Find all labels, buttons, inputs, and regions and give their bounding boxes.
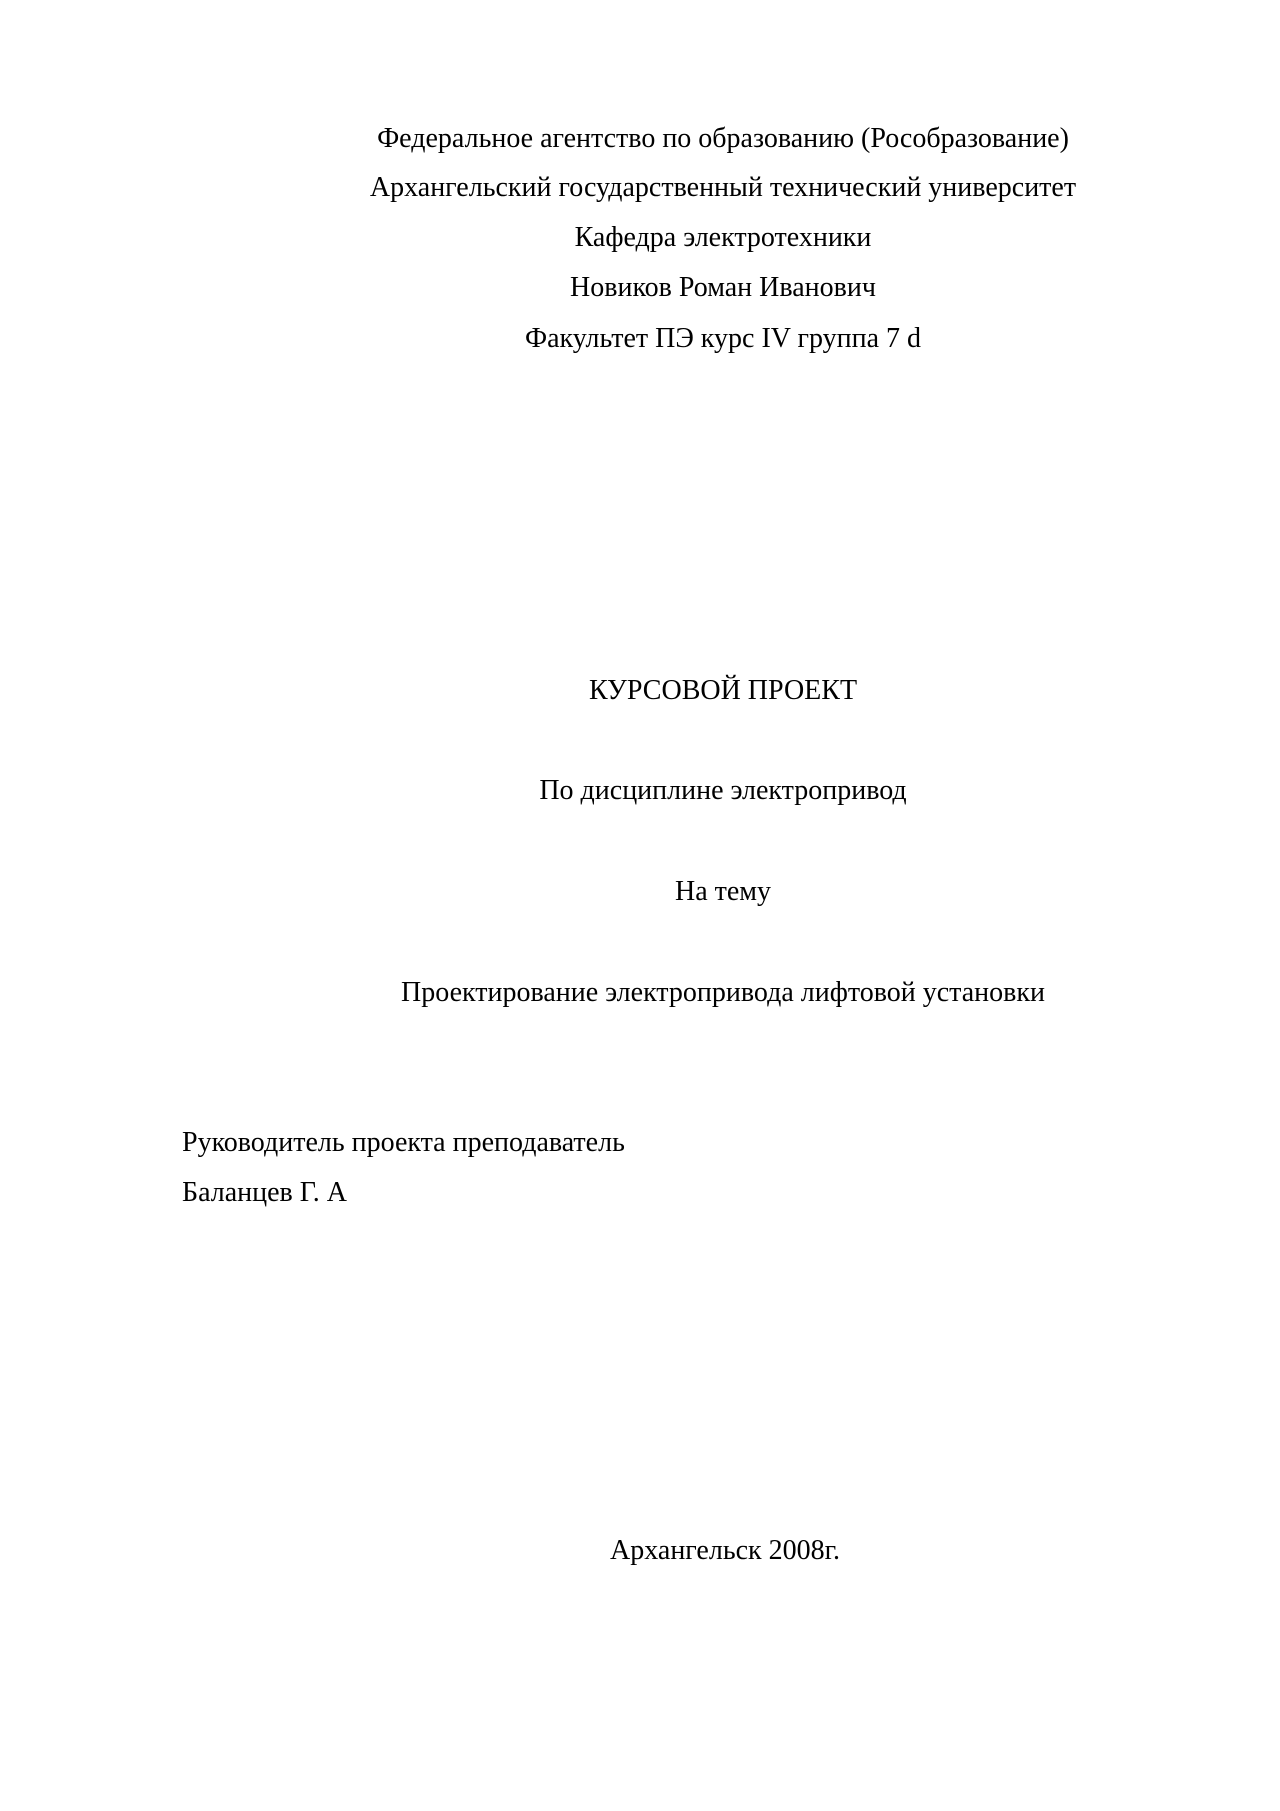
faculty-line: Факультет ПЭ курс IV группа 7 d [525,323,921,354]
topic-intro-line: На тему [674,876,772,907]
agency-line: Федеральное агентство по образованию (Рособразование) [377,123,1069,154]
student-name-line: Новиков Роман Иванович [570,272,876,303]
supervisor-name-line: Баланцев Г. А [182,1177,348,1208]
document-type-title: КУРСОВОЙ ПРОЕКТ [588,675,858,706]
department-line: Кафедра электротехники [574,222,872,253]
topic-line: Проектирование электропривода лифтовой установки [401,977,1045,1008]
university-line: Архангельский государственный технический университет [369,172,1077,203]
discipline-line: По дисциплине электропривод [539,775,907,806]
city-year-line: Архангельск 2008г. [610,1535,840,1566]
supervisor-role-line: Руководитель проекта преподаватель [182,1127,625,1158]
